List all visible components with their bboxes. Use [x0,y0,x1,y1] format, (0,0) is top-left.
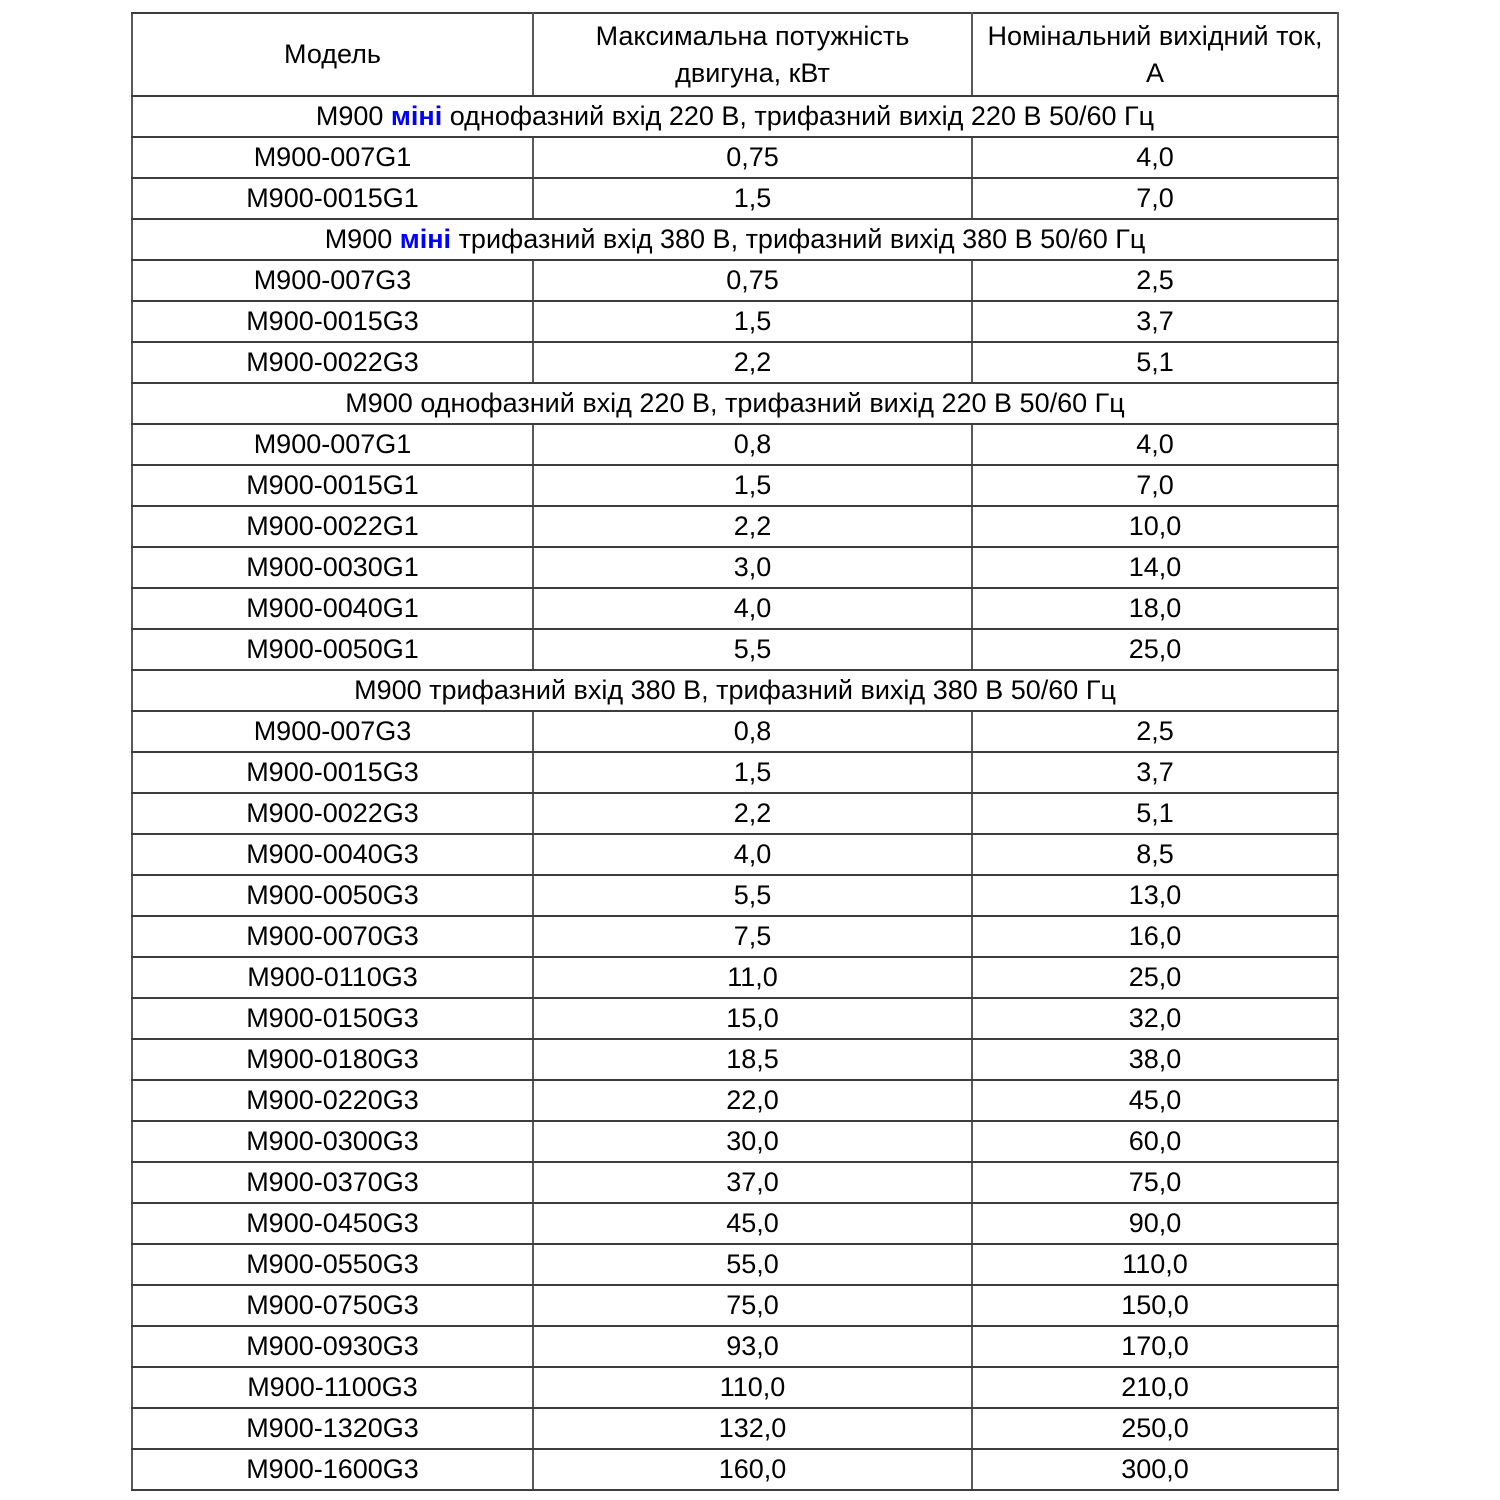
model-cell: M900-0015G1 [132,465,533,506]
section-title-description: трифазний вхід 380 В, трифазний вихід 380 В 50/60 Гц [458,224,1146,254]
column-header-power-line1: Максимальна потужність [595,20,910,51]
table-row [132,875,1338,916]
model-cell: M900-0300G3 [132,1121,533,1162]
model-cell: M900-007G3 [132,711,533,752]
table-row [132,301,1338,342]
table-row [132,957,1338,998]
section-title-description: однофазний вхід 220 В, трифазний вихід 220 В 50/60 Гц [420,388,1125,418]
section-header-row [132,96,1338,137]
power-cell: 15,0 [533,998,972,1039]
current-cell: 210,0 [972,1367,1338,1408]
current-cell: 170,0 [972,1326,1338,1367]
current-cell: 7,0 [972,178,1338,219]
section-title [132,219,1338,260]
model-cell: M900-0070G3 [132,916,533,957]
section-title [132,383,1338,424]
power-cell: 2,2 [533,506,972,547]
current-cell: 45,0 [972,1080,1338,1121]
table-row [132,1080,1338,1121]
model-cell: M900-007G1 [132,424,533,465]
model-cell: M900-0022G3 [132,793,533,834]
inverter-spec-table [131,12,1339,1491]
power-cell: 132,0 [533,1408,972,1449]
current-cell: 14,0 [972,547,1338,588]
model-cell: M900-0750G3 [132,1285,533,1326]
column-header-power [533,13,972,96]
table-row [132,178,1338,219]
section-title-mini: міні [399,224,452,254]
current-cell: 5,1 [972,793,1338,834]
model-cell: M900-0450G3 [132,1203,533,1244]
power-cell: 4,0 [533,834,972,875]
table-row [132,916,1338,957]
power-cell: 1,5 [533,752,972,793]
table-row [132,1039,1338,1080]
current-cell: 7,0 [972,465,1338,506]
table-row [132,1162,1338,1203]
power-cell: 5,5 [533,629,972,670]
current-cell: 110,0 [972,1244,1338,1285]
current-cell: 4,0 [972,137,1338,178]
model-cell: M900-0022G3 [132,342,533,383]
power-cell: 160,0 [533,1449,972,1490]
current-cell: 25,0 [972,629,1338,670]
table-row [132,465,1338,506]
section-title-mini: міні [390,101,443,131]
model-cell: M900-1320G3 [132,1408,533,1449]
power-cell: 0,8 [533,711,972,752]
section-title [132,96,1338,137]
current-cell: 3,7 [972,301,1338,342]
power-cell: 0,75 [533,260,972,301]
power-cell: 22,0 [533,1080,972,1121]
current-cell: 150,0 [972,1285,1338,1326]
current-cell: 90,0 [972,1203,1338,1244]
model-cell: M900-0110G3 [132,957,533,998]
column-header-current-line2: А [1145,57,1164,88]
table-row [132,342,1338,383]
section-title-description: трифазний вхід 380 В, трифазний вихід 380 В 50/60 Гц [429,675,1116,705]
current-cell: 32,0 [972,998,1338,1039]
current-cell: 16,0 [972,916,1338,957]
power-cell: 4,0 [533,588,972,629]
model-cell: M900-0050G1 [132,629,533,670]
power-cell: 1,5 [533,301,972,342]
table-row [132,1449,1338,1490]
current-cell: 60,0 [972,1121,1338,1162]
table-row [132,629,1338,670]
model-cell: M900-0150G3 [132,998,533,1039]
current-cell: 5,1 [972,342,1338,383]
section-header-row [132,383,1338,424]
current-cell: 4,0 [972,424,1338,465]
section-title-series: М900 [354,675,422,705]
table-row [132,1203,1338,1244]
table-header-row [132,13,1338,96]
power-cell: 2,2 [533,793,972,834]
table-row [132,1121,1338,1162]
table-row [132,1326,1338,1367]
model-cell: M900-0015G1 [132,178,533,219]
column-header-model [132,13,533,96]
section-title [132,670,1338,711]
table-row [132,424,1338,465]
model-cell: M900-0040G1 [132,588,533,629]
section-title-description: однофазний вхід 220 В, трифазний вихід 220 В 50/60 Гц [449,101,1155,131]
model-cell: M900-007G1 [132,137,533,178]
table-row [132,260,1338,301]
model-cell: M900-1100G3 [132,1367,533,1408]
table-row [132,1285,1338,1326]
table-row [132,711,1338,752]
model-cell: M900-0040G3 [132,834,533,875]
section-header-row [132,670,1338,711]
current-cell: 38,0 [972,1039,1338,1080]
power-cell: 0,8 [533,424,972,465]
current-cell: 13,0 [972,875,1338,916]
current-cell: 75,0 [972,1162,1338,1203]
column-header-model-label: Модель [284,39,381,69]
table-row [132,834,1338,875]
model-cell: M900-0030G1 [132,547,533,588]
table-row [132,137,1338,178]
model-cell: M900-0015G3 [132,301,533,342]
power-cell: 1,5 [533,178,972,219]
section-header-row [132,219,1338,260]
table-row [132,547,1338,588]
section-title-series: М900 [324,224,393,254]
power-cell: 45,0 [533,1203,972,1244]
power-cell: 0,75 [533,137,972,178]
column-header-current-line1: Номінальний вихідний ток, [987,20,1323,51]
current-cell: 8,5 [972,834,1338,875]
model-cell: M900-0050G3 [132,875,533,916]
current-cell: 2,5 [972,711,1338,752]
current-cell: 18,0 [972,588,1338,629]
power-cell: 110,0 [533,1367,972,1408]
power-cell: 37,0 [533,1162,972,1203]
table-row [132,793,1338,834]
model-cell: M900-0180G3 [132,1039,533,1080]
model-cell: M900-1600G3 [132,1449,533,1490]
table-row [132,1408,1338,1449]
current-cell: 10,0 [972,506,1338,547]
current-cell: 250,0 [972,1408,1338,1449]
power-cell: 5,5 [533,875,972,916]
power-cell: 1,5 [533,465,972,506]
model-cell: M900-0022G1 [132,506,533,547]
section-title-series: М900 [345,388,413,418]
power-cell: 75,0 [533,1285,972,1326]
column-header-current [972,13,1338,96]
current-cell: 300,0 [972,1449,1338,1490]
model-cell: M900-0550G3 [132,1244,533,1285]
table-row [132,588,1338,629]
power-cell: 11,0 [533,957,972,998]
current-cell: 2,5 [972,260,1338,301]
model-cell: M900-0220G3 [132,1080,533,1121]
power-cell: 93,0 [533,1326,972,1367]
table-row [132,506,1338,547]
section-title-series: М900 [315,101,384,131]
column-header-power-line2: двигуна, кВт [675,57,830,88]
power-cell: 18,5 [533,1039,972,1080]
current-cell: 3,7 [972,752,1338,793]
table-row [132,998,1338,1039]
power-cell: 7,5 [533,916,972,957]
power-cell: 55,0 [533,1244,972,1285]
current-cell: 25,0 [972,957,1338,998]
model-cell: M900-0930G3 [132,1326,533,1367]
model-cell: M900-0015G3 [132,752,533,793]
power-cell: 3,0 [533,547,972,588]
model-cell: M900-007G3 [132,260,533,301]
table-row [132,1244,1338,1285]
power-cell: 30,0 [533,1121,972,1162]
table-row [132,1367,1338,1408]
model-cell: M900-0370G3 [132,1162,533,1203]
table-row [132,752,1338,793]
power-cell: 2,2 [533,342,972,383]
